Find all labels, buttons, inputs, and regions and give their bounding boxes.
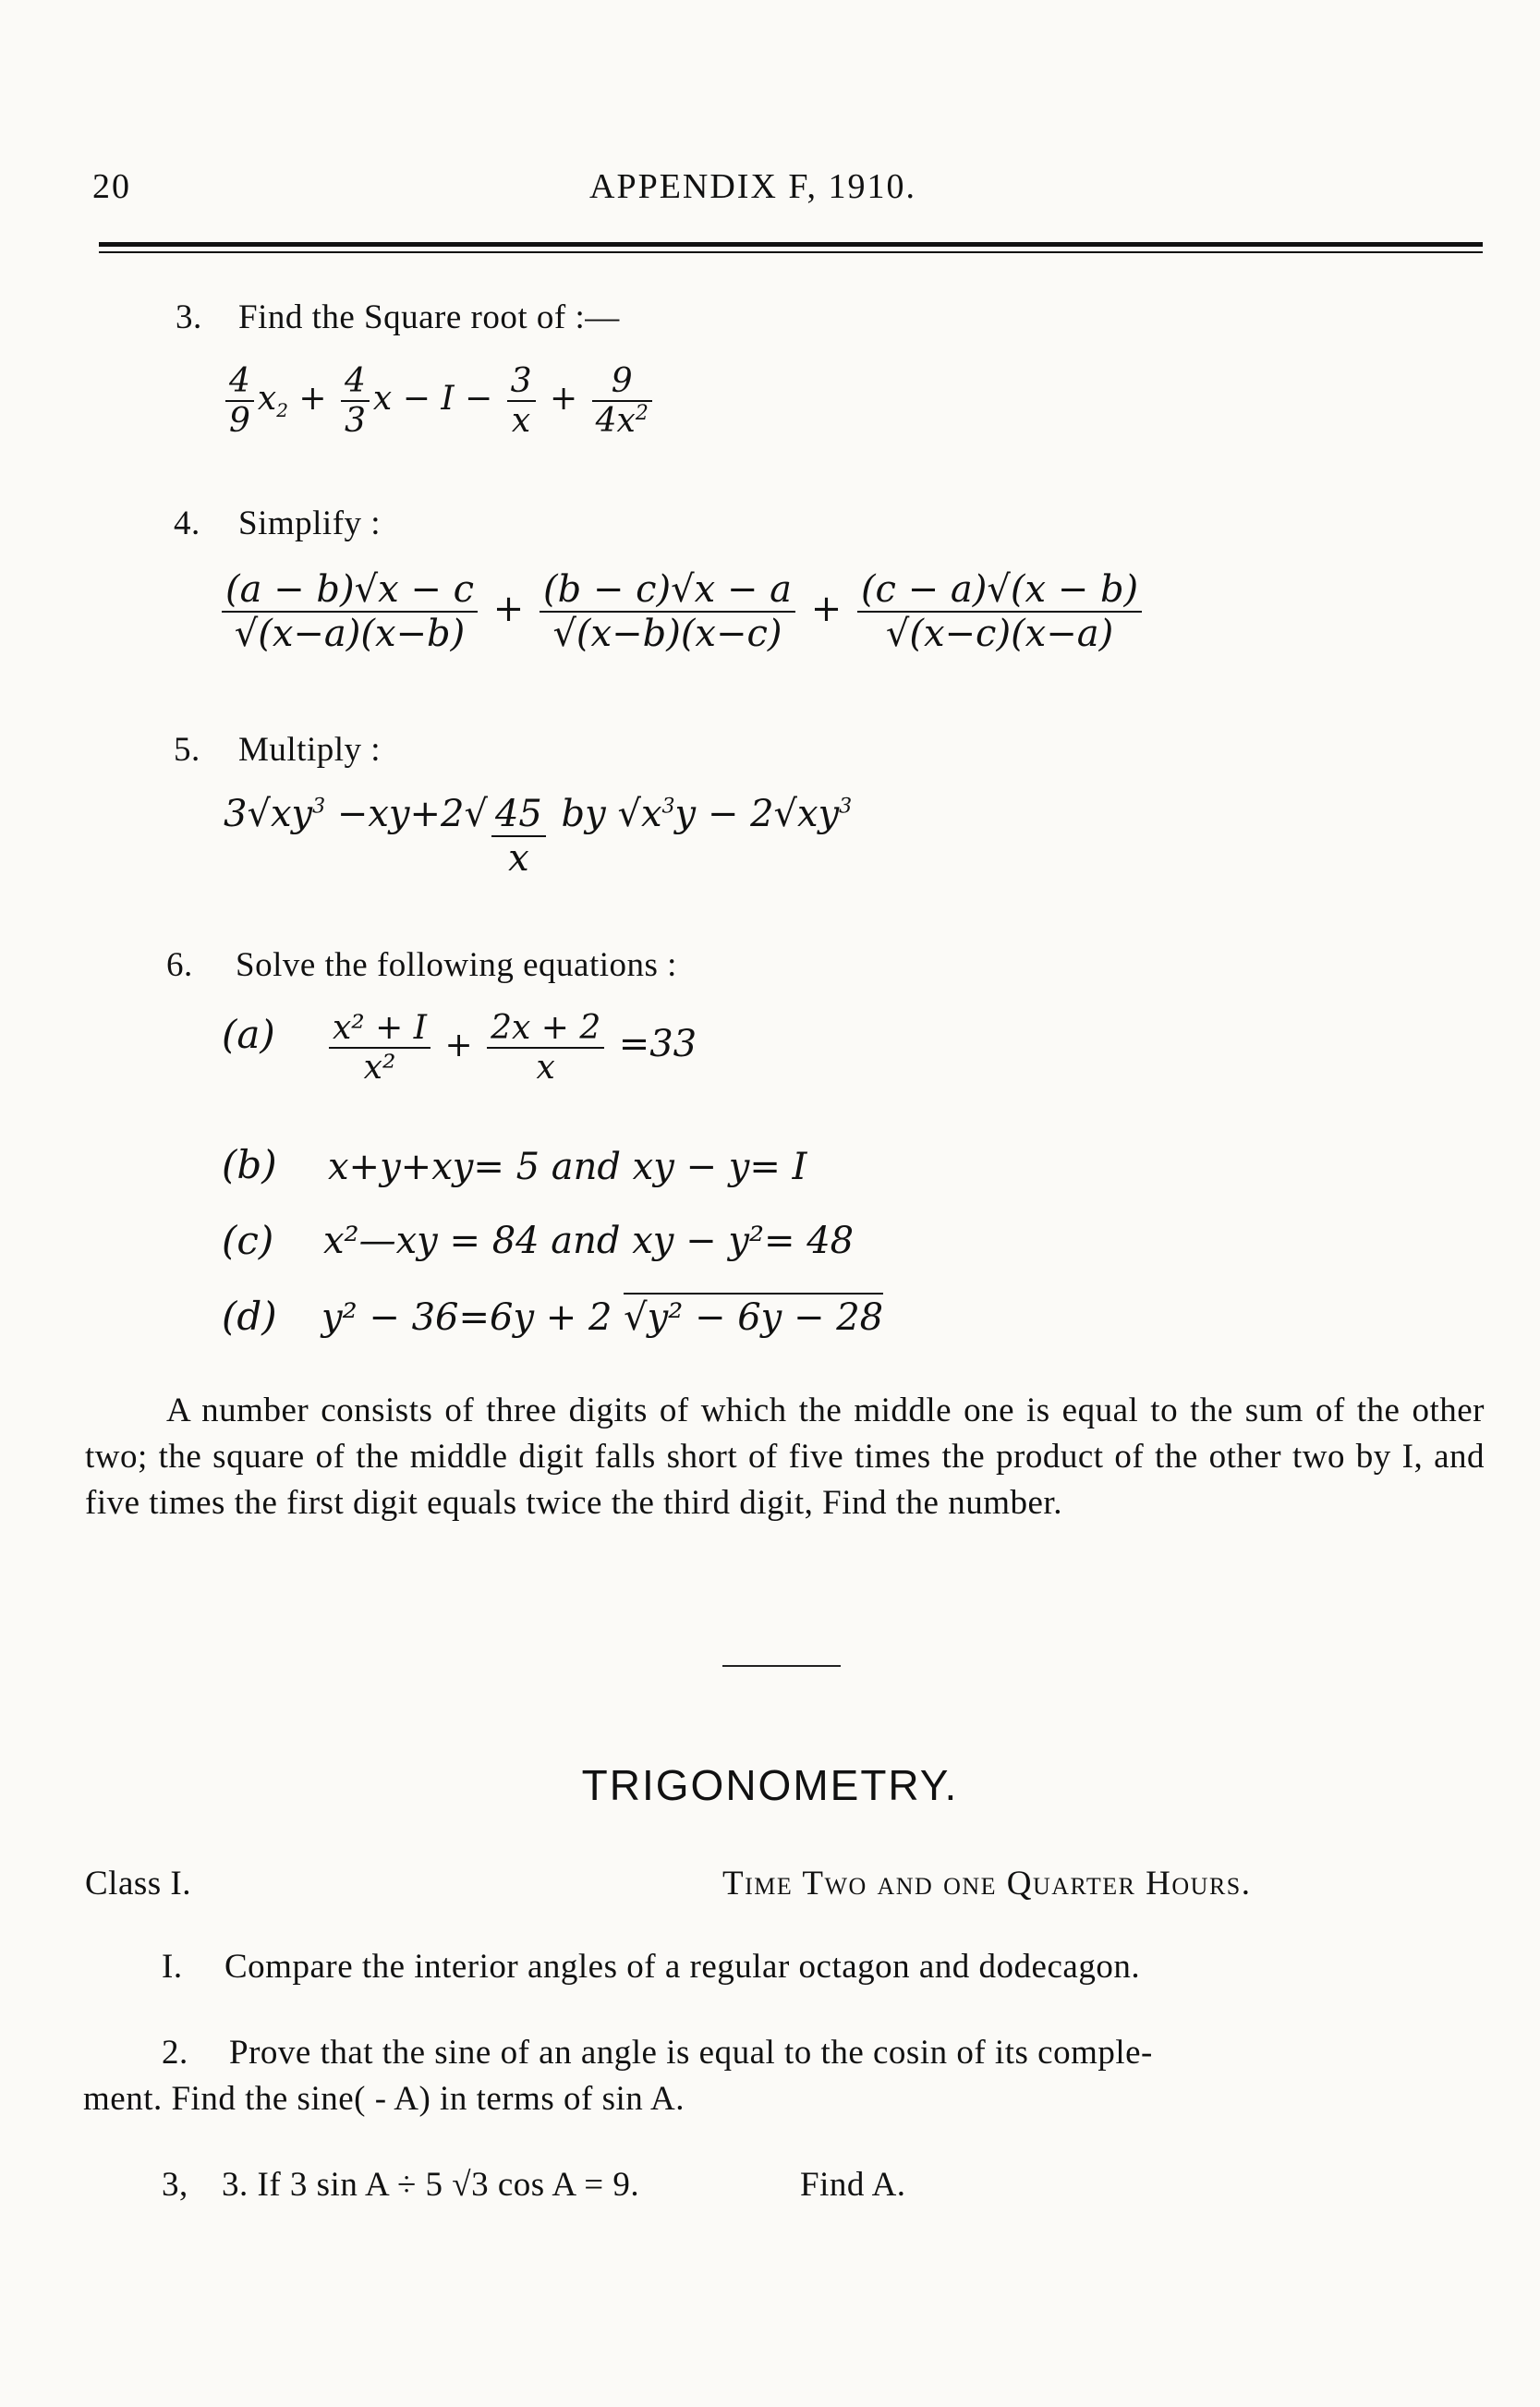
question-number: 6. (166, 946, 193, 984)
class-label: Class I. (85, 1865, 191, 1903)
question-number: 3. (176, 298, 202, 336)
question-text: Compare the interior angles of a regular octagon and dodecagon. (224, 1948, 1141, 1986)
equation-label-c: (c) (222, 1218, 274, 1263)
word-problem: A number consists of three digits of which the middle one is equal to the sum of the other two; the square of the middle digit falls short of five times the product of the other two by I, and five times the first digit equals twice the third digit, Find the number. (85, 1392, 1485, 1522)
question-text: 3. If 3 sin A ÷ 5 √3 cos A = 9. (222, 2166, 640, 2204)
equation-c: x²—xy = 84 and xy − y²= 48 (323, 1220, 855, 1262)
equation-b: x+y+xy= 5 and xy − y= I (328, 1146, 807, 1188)
square-root-expression: $\frac{4}{9}$ $x_2$ + $\frac{4}{3}$ x − I − $\frac{3}{x}$ + $\frac{9}{4x^2}$ (222, 362, 656, 440)
question-text: Solve the following equations : (236, 946, 677, 984)
simplify-expression: $\frac{(a - b)√x - c}{√(x-a)(x-b)}$ + $\frac{(b - c)√x - a}{√(x-b)(x-c)}$ + $\frac{(c - a)√(x - b)}{√(x-c)(x-a)}$ (218, 568, 1146, 655)
page-number: 20 (92, 167, 131, 206)
question-find: Find A. (800, 2166, 906, 2204)
question-number: 3, (162, 2166, 188, 2204)
header-rule-thick (99, 242, 1483, 247)
question-text: Multiply : (238, 731, 382, 769)
question-number: 4. (174, 504, 200, 542)
section-title: TRIGONOMETRY. (581, 1761, 959, 1809)
question-number: I. (162, 1948, 183, 1986)
section-divider (722, 1665, 841, 1667)
question-text: Find the Square root of :— (238, 298, 620, 336)
equation-d: y² − 36=6y + 2 √y² − 6y − 28 (321, 1296, 883, 1339)
multiply-expression: $3√xy^3 -xy+2√$ $\frac{45}{x}$ by $√x^3y - 2√xy^3$ (224, 793, 853, 880)
question-text-line2: ment. Find the sine( - A) in terms of sin A. (83, 2080, 685, 2118)
time-label: Time Two and one Quarter Hours. (722, 1865, 1252, 1903)
running-title: APPENDIX F, 1910. (589, 167, 916, 206)
equation-label-a: (a) (222, 1012, 275, 1057)
equation-label-d: (d) (222, 1294, 277, 1339)
equation-label-b: (b) (222, 1142, 277, 1187)
question-text-line1: Prove that the sine of an angle is equal to the cosin of its comple- (229, 2034, 1153, 2072)
question-text: Simplify : (238, 504, 382, 542)
question-number: 5. (174, 731, 200, 769)
question-number: 2. (162, 2034, 188, 2072)
equation-a: $\frac{\text{x² + I}}{\text{x²}}$ + $\frac{2x + 2}{x}$ =33 (325, 1009, 697, 1087)
header-rule-thin (99, 251, 1483, 253)
